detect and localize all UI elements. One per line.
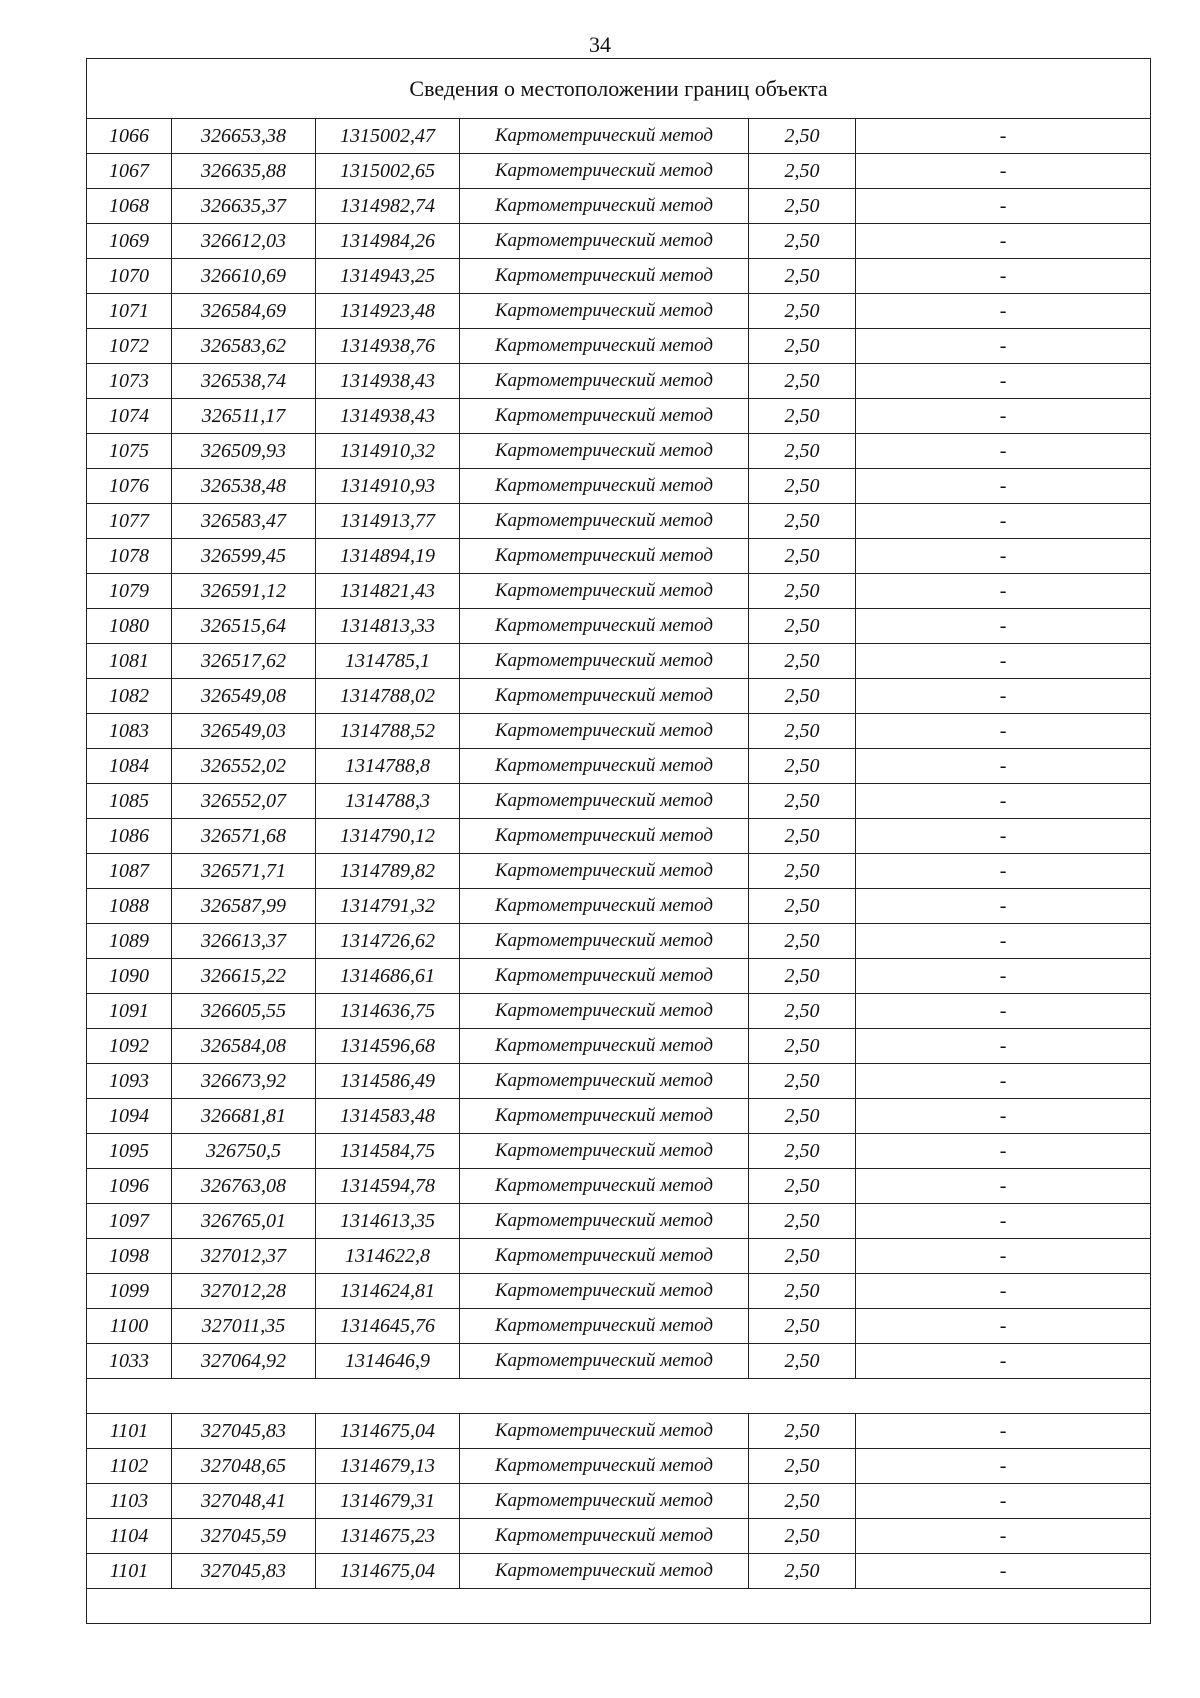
description-cell: - <box>856 1484 1151 1519</box>
accuracy-cell: 2,50 <box>749 1099 856 1134</box>
accuracy-cell: 2,50 <box>749 1029 856 1064</box>
accuracy-cell: 2,50 <box>749 364 856 399</box>
point-number-cell: 1100 <box>87 1309 172 1344</box>
method-cell: Картометрический метод <box>460 154 749 189</box>
description-cell: - <box>856 1064 1151 1099</box>
table-row <box>87 994 1151 1029</box>
table-row <box>87 119 1151 154</box>
empty-separator-cell <box>87 1589 1151 1624</box>
y-coordinate-cell: 1314645,76 <box>316 1309 460 1344</box>
method-cell: Картометрический метод <box>460 1309 749 1344</box>
x-coordinate-cell: 326599,45 <box>172 539 316 574</box>
y-coordinate-cell: 1314622,8 <box>316 1239 460 1274</box>
table-row <box>87 889 1151 924</box>
x-coordinate-cell: 326612,03 <box>172 224 316 259</box>
method-cell: Картометрический метод <box>460 1134 749 1169</box>
method-cell: Картометрический метод <box>460 819 749 854</box>
point-number-cell: 1096 <box>87 1169 172 1204</box>
accuracy-cell: 2,50 <box>749 1414 856 1449</box>
x-coordinate-cell: 326583,47 <box>172 504 316 539</box>
description-cell: - <box>856 119 1151 154</box>
description-cell: - <box>856 259 1151 294</box>
method-cell: Картометрический метод <box>460 119 749 154</box>
x-coordinate-cell: 327012,37 <box>172 1239 316 1274</box>
method-cell: Картометрический метод <box>460 1554 749 1589</box>
table-row <box>87 189 1151 224</box>
y-coordinate-cell: 1314624,81 <box>316 1274 460 1309</box>
description-cell: - <box>856 609 1151 644</box>
description-cell: - <box>856 1449 1151 1484</box>
description-cell: - <box>856 469 1151 504</box>
x-coordinate-cell: 327048,65 <box>172 1449 316 1484</box>
method-cell: Картометрический метод <box>460 224 749 259</box>
y-coordinate-cell: 1314821,43 <box>316 574 460 609</box>
table-row <box>87 819 1151 854</box>
method-cell: Картометрический метод <box>460 1099 749 1134</box>
x-coordinate-cell: 327064,92 <box>172 1344 316 1379</box>
accuracy-cell: 2,50 <box>749 1239 856 1274</box>
x-coordinate-cell: 326750,5 <box>172 1134 316 1169</box>
point-number-cell: 1093 <box>87 1064 172 1099</box>
method-cell: Картометрический метод <box>460 994 749 1029</box>
table-row <box>87 399 1151 434</box>
table-row <box>87 749 1151 784</box>
x-coordinate-cell: 326549,08 <box>172 679 316 714</box>
table-row <box>87 609 1151 644</box>
y-coordinate-cell: 1314938,76 <box>316 329 460 364</box>
accuracy-cell: 2,50 <box>749 154 856 189</box>
accuracy-cell: 2,50 <box>749 574 856 609</box>
point-number-cell: 1075 <box>87 434 172 469</box>
boundary-coordinates-table <box>86 58 1151 1624</box>
description-cell: - <box>856 154 1151 189</box>
y-coordinate-cell: 1314943,25 <box>316 259 460 294</box>
x-coordinate-cell: 326584,08 <box>172 1029 316 1064</box>
x-coordinate-cell: 327045,83 <box>172 1554 316 1589</box>
description-cell: - <box>856 1309 1151 1344</box>
table-row <box>87 1554 1151 1589</box>
description-cell: - <box>856 1099 1151 1134</box>
point-number-cell: 1098 <box>87 1239 172 1274</box>
description-cell: - <box>856 539 1151 574</box>
point-number-cell: 1088 <box>87 889 172 924</box>
y-coordinate-cell: 1314894,19 <box>316 539 460 574</box>
description-cell: - <box>856 1239 1151 1274</box>
x-coordinate-cell: 326509,93 <box>172 434 316 469</box>
description-cell: - <box>856 364 1151 399</box>
point-number-cell: 1101 <box>87 1414 172 1449</box>
y-coordinate-cell: 1314788,8 <box>316 749 460 784</box>
point-number-cell: 1103 <box>87 1484 172 1519</box>
y-coordinate-cell: 1314938,43 <box>316 399 460 434</box>
accuracy-cell: 2,50 <box>749 679 856 714</box>
y-coordinate-cell: 1314785,1 <box>316 644 460 679</box>
point-number-cell: 1095 <box>87 1134 172 1169</box>
x-coordinate-cell: 326605,55 <box>172 994 316 1029</box>
accuracy-cell: 2,50 <box>749 959 856 994</box>
table-row <box>87 1309 1151 1344</box>
y-coordinate-cell: 1314675,04 <box>316 1414 460 1449</box>
x-coordinate-cell: 327011,35 <box>172 1309 316 1344</box>
table-row <box>87 539 1151 574</box>
x-coordinate-cell: 326583,62 <box>172 329 316 364</box>
method-cell: Картометрический метод <box>460 609 749 644</box>
accuracy-cell: 2,50 <box>749 329 856 364</box>
accuracy-cell: 2,50 <box>749 924 856 959</box>
table-row <box>87 1414 1151 1449</box>
table-row <box>87 1239 1151 1274</box>
description-cell: - <box>856 1169 1151 1204</box>
accuracy-cell: 2,50 <box>749 1309 856 1344</box>
accuracy-cell: 2,50 <box>749 119 856 154</box>
table-row <box>87 1449 1151 1484</box>
method-cell: Картометрический метод <box>460 434 749 469</box>
table-row <box>87 959 1151 994</box>
description-cell: - <box>856 784 1151 819</box>
description-cell: - <box>856 434 1151 469</box>
y-coordinate-cell: 1314686,61 <box>316 959 460 994</box>
accuracy-cell: 2,50 <box>749 294 856 329</box>
method-cell: Картометрический метод <box>460 189 749 224</box>
y-coordinate-cell: 1314923,48 <box>316 294 460 329</box>
description-cell: - <box>856 189 1151 224</box>
table-row <box>87 1134 1151 1169</box>
description-cell: - <box>856 1519 1151 1554</box>
accuracy-cell: 2,50 <box>749 1064 856 1099</box>
point-number-cell: 1084 <box>87 749 172 784</box>
description-cell: - <box>856 924 1151 959</box>
x-coordinate-cell: 326571,68 <box>172 819 316 854</box>
description-cell: - <box>856 399 1151 434</box>
y-coordinate-cell: 1314726,62 <box>316 924 460 959</box>
point-number-cell: 1085 <box>87 784 172 819</box>
method-cell: Картометрический метод <box>460 889 749 924</box>
table-row <box>87 504 1151 539</box>
table-row <box>87 1204 1151 1239</box>
description-cell: - <box>856 714 1151 749</box>
method-cell: Картометрический метод <box>460 329 749 364</box>
description-cell: - <box>856 574 1151 609</box>
method-cell: Картометрический метод <box>460 399 749 434</box>
point-number-cell: 1087 <box>87 854 172 889</box>
description-cell: - <box>856 224 1151 259</box>
accuracy-cell: 2,50 <box>749 469 856 504</box>
table-row <box>87 1099 1151 1134</box>
y-coordinate-cell: 1314596,68 <box>316 1029 460 1064</box>
y-coordinate-cell: 1314788,02 <box>316 679 460 714</box>
method-cell: Картометрический метод <box>460 1064 749 1099</box>
point-number-cell: 1080 <box>87 609 172 644</box>
accuracy-cell: 2,50 <box>749 644 856 679</box>
page-number: 34 <box>589 32 611 57</box>
description-cell: - <box>856 1134 1151 1169</box>
accuracy-cell: 2,50 <box>749 189 856 224</box>
table-row <box>87 1274 1151 1309</box>
accuracy-cell: 2,50 <box>749 749 856 784</box>
method-cell: Картометрический метод <box>460 784 749 819</box>
description-cell: - <box>856 749 1151 784</box>
accuracy-cell: 2,50 <box>749 609 856 644</box>
table-row <box>87 644 1151 679</box>
x-coordinate-cell: 326615,22 <box>172 959 316 994</box>
x-coordinate-cell: 326587,99 <box>172 889 316 924</box>
accuracy-cell: 2,50 <box>749 889 856 924</box>
table-row <box>87 224 1151 259</box>
y-coordinate-cell: 1314584,75 <box>316 1134 460 1169</box>
point-number-cell: 1091 <box>87 994 172 1029</box>
accuracy-cell: 2,50 <box>749 504 856 539</box>
x-coordinate-cell: 326517,62 <box>172 644 316 679</box>
y-coordinate-cell: 1314910,32 <box>316 434 460 469</box>
x-coordinate-cell: 326584,69 <box>172 294 316 329</box>
accuracy-cell: 2,50 <box>749 539 856 574</box>
table-row <box>87 924 1151 959</box>
point-number-cell: 1090 <box>87 959 172 994</box>
y-coordinate-cell: 1314910,93 <box>316 469 460 504</box>
description-cell: - <box>856 1344 1151 1379</box>
x-coordinate-cell: 326511,17 <box>172 399 316 434</box>
y-coordinate-cell: 1314646,9 <box>316 1344 460 1379</box>
point-number-cell: 1079 <box>87 574 172 609</box>
method-cell: Картометрический метод <box>460 959 749 994</box>
description-cell: - <box>856 854 1151 889</box>
x-coordinate-cell: 327048,41 <box>172 1484 316 1519</box>
method-cell: Картометрический метод <box>460 1344 749 1379</box>
y-coordinate-cell: 1314636,75 <box>316 994 460 1029</box>
table-row <box>87 1169 1151 1204</box>
table-row <box>87 434 1151 469</box>
table-row <box>87 574 1151 609</box>
table-row <box>87 784 1151 819</box>
table-row <box>87 1344 1151 1379</box>
accuracy-cell: 2,50 <box>749 1169 856 1204</box>
point-number-cell: 1077 <box>87 504 172 539</box>
table-row <box>87 1484 1151 1519</box>
x-coordinate-cell: 326549,03 <box>172 714 316 749</box>
description-cell: - <box>856 959 1151 994</box>
point-number-cell: 1076 <box>87 469 172 504</box>
point-number-cell: 1067 <box>87 154 172 189</box>
table-row <box>87 154 1151 189</box>
y-coordinate-cell: 1314586,49 <box>316 1064 460 1099</box>
accuracy-cell: 2,50 <box>749 1344 856 1379</box>
x-coordinate-cell: 326610,69 <box>172 259 316 294</box>
description-cell: - <box>856 504 1151 539</box>
x-coordinate-cell: 326538,48 <box>172 469 316 504</box>
x-coordinate-cell: 326765,01 <box>172 1204 316 1239</box>
table-row <box>87 294 1151 329</box>
group-separator-row <box>87 1589 1151 1624</box>
x-coordinate-cell: 326653,38 <box>172 119 316 154</box>
description-cell: - <box>856 889 1151 924</box>
method-cell: Картометрический метод <box>460 1204 749 1239</box>
y-coordinate-cell: 1314984,26 <box>316 224 460 259</box>
method-cell: Картометрический метод <box>460 1169 749 1204</box>
accuracy-cell: 2,50 <box>749 784 856 819</box>
point-number-cell: 1072 <box>87 329 172 364</box>
accuracy-cell: 2,50 <box>749 1449 856 1484</box>
table-title: Сведения о местоположении границ объекта <box>87 59 1151 119</box>
point-number-cell: 1081 <box>87 644 172 679</box>
point-number-cell: 1078 <box>87 539 172 574</box>
point-number-cell: 1082 <box>87 679 172 714</box>
y-coordinate-cell: 1314788,3 <box>316 784 460 819</box>
method-cell: Картометрический метод <box>460 1414 749 1449</box>
point-number-cell: 1099 <box>87 1274 172 1309</box>
y-coordinate-cell: 1314594,78 <box>316 1169 460 1204</box>
accuracy-cell: 2,50 <box>749 399 856 434</box>
description-cell: - <box>856 294 1151 329</box>
method-cell: Картометрический метод <box>460 644 749 679</box>
description-cell: - <box>856 644 1151 679</box>
x-coordinate-cell: 326538,74 <box>172 364 316 399</box>
accuracy-cell: 2,50 <box>749 819 856 854</box>
method-cell: Картометрический метод <box>460 574 749 609</box>
y-coordinate-cell: 1314675,04 <box>316 1554 460 1589</box>
table-row <box>87 259 1151 294</box>
method-cell: Картометрический метод <box>460 714 749 749</box>
accuracy-cell: 2,50 <box>749 1484 856 1519</box>
y-coordinate-cell: 1314790,12 <box>316 819 460 854</box>
point-number-cell: 1104 <box>87 1519 172 1554</box>
y-coordinate-cell: 1314982,74 <box>316 189 460 224</box>
point-number-cell: 1073 <box>87 364 172 399</box>
point-number-cell: 1089 <box>87 924 172 959</box>
description-cell: - <box>856 1414 1151 1449</box>
point-number-cell: 1069 <box>87 224 172 259</box>
y-coordinate-cell: 1315002,65 <box>316 154 460 189</box>
x-coordinate-cell: 327045,59 <box>172 1519 316 1554</box>
description-cell: - <box>856 994 1151 1029</box>
method-cell: Картометрический метод <box>460 259 749 294</box>
description-cell: - <box>856 1274 1151 1309</box>
accuracy-cell: 2,50 <box>749 259 856 294</box>
table-row <box>87 1519 1151 1554</box>
accuracy-cell: 2,50 <box>749 1274 856 1309</box>
method-cell: Картометрический метод <box>460 854 749 889</box>
y-coordinate-cell: 1314813,33 <box>316 609 460 644</box>
y-coordinate-cell: 1314791,32 <box>316 889 460 924</box>
x-coordinate-cell: 326763,08 <box>172 1169 316 1204</box>
x-coordinate-cell: 326613,37 <box>172 924 316 959</box>
method-cell: Картометрический метод <box>460 1029 749 1064</box>
description-cell: - <box>856 329 1151 364</box>
point-number-cell: 1033 <box>87 1344 172 1379</box>
method-cell: Картометрический метод <box>460 1484 749 1519</box>
table-row <box>87 1029 1151 1064</box>
description-cell: - <box>856 1204 1151 1239</box>
y-coordinate-cell: 1314679,13 <box>316 1449 460 1484</box>
point-number-cell: 1066 <box>87 119 172 154</box>
y-coordinate-cell: 1314938,43 <box>316 364 460 399</box>
method-cell: Картометрический метод <box>460 749 749 784</box>
method-cell: Картометрический метод <box>460 1274 749 1309</box>
method-cell: Картометрический метод <box>460 924 749 959</box>
x-coordinate-cell: 326552,02 <box>172 749 316 784</box>
method-cell: Картометрический метод <box>460 294 749 329</box>
y-coordinate-cell: 1314789,82 <box>316 854 460 889</box>
point-number-cell: 1097 <box>87 1204 172 1239</box>
x-coordinate-cell: 326681,81 <box>172 1099 316 1134</box>
table-row <box>87 854 1151 889</box>
description-cell: - <box>856 679 1151 714</box>
point-number-cell: 1083 <box>87 714 172 749</box>
description-cell: - <box>856 1029 1151 1064</box>
description-cell: - <box>856 1554 1151 1589</box>
x-coordinate-cell: 326515,64 <box>172 609 316 644</box>
method-cell: Картометрический метод <box>460 364 749 399</box>
point-number-cell: 1102 <box>87 1449 172 1484</box>
accuracy-cell: 2,50 <box>749 1554 856 1589</box>
point-number-cell: 1094 <box>87 1099 172 1134</box>
accuracy-cell: 2,50 <box>749 994 856 1029</box>
point-number-cell: 1086 <box>87 819 172 854</box>
accuracy-cell: 2,50 <box>749 1134 856 1169</box>
method-cell: Картометрический метод <box>460 469 749 504</box>
x-coordinate-cell: 327045,83 <box>172 1414 316 1449</box>
table-row <box>87 364 1151 399</box>
accuracy-cell: 2,50 <box>749 1519 856 1554</box>
x-coordinate-cell: 326552,07 <box>172 784 316 819</box>
y-coordinate-cell: 1314675,23 <box>316 1519 460 1554</box>
point-number-cell: 1071 <box>87 294 172 329</box>
accuracy-cell: 2,50 <box>749 714 856 749</box>
x-coordinate-cell: 326635,88 <box>172 154 316 189</box>
method-cell: Картометрический метод <box>460 1239 749 1274</box>
accuracy-cell: 2,50 <box>749 434 856 469</box>
y-coordinate-cell: 1314679,31 <box>316 1484 460 1519</box>
method-cell: Картометрический метод <box>460 504 749 539</box>
description-cell: - <box>856 819 1151 854</box>
y-coordinate-cell: 1314913,77 <box>316 504 460 539</box>
y-coordinate-cell: 1315002,47 <box>316 119 460 154</box>
point-number-cell: 1070 <box>87 259 172 294</box>
table-row <box>87 714 1151 749</box>
table-row <box>87 469 1151 504</box>
point-number-cell: 1074 <box>87 399 172 434</box>
x-coordinate-cell: 326571,71 <box>172 854 316 889</box>
method-cell: Картометрический метод <box>460 1519 749 1554</box>
point-number-cell: 1101 <box>87 1554 172 1589</box>
accuracy-cell: 2,50 <box>749 224 856 259</box>
accuracy-cell: 2,50 <box>749 854 856 889</box>
table-row <box>87 329 1151 364</box>
table-body <box>87 59 1151 1624</box>
point-number-cell: 1092 <box>87 1029 172 1064</box>
x-coordinate-cell: 326591,12 <box>172 574 316 609</box>
x-coordinate-cell: 326635,37 <box>172 189 316 224</box>
y-coordinate-cell: 1314613,35 <box>316 1204 460 1239</box>
empty-separator-cell <box>87 1379 1151 1414</box>
table-row <box>87 1064 1151 1099</box>
y-coordinate-cell: 1314583,48 <box>316 1099 460 1134</box>
x-coordinate-cell: 327012,28 <box>172 1274 316 1309</box>
point-number-cell: 1068 <box>87 189 172 224</box>
table-row <box>87 679 1151 714</box>
method-cell: Картометрический метод <box>460 539 749 574</box>
accuracy-cell: 2,50 <box>749 1204 856 1239</box>
method-cell: Картометрический метод <box>460 1449 749 1484</box>
x-coordinate-cell: 326673,92 <box>172 1064 316 1099</box>
table-title-row <box>87 59 1151 119</box>
group-separator-row <box>87 1379 1151 1414</box>
method-cell: Картометрический метод <box>460 679 749 714</box>
y-coordinate-cell: 1314788,52 <box>316 714 460 749</box>
